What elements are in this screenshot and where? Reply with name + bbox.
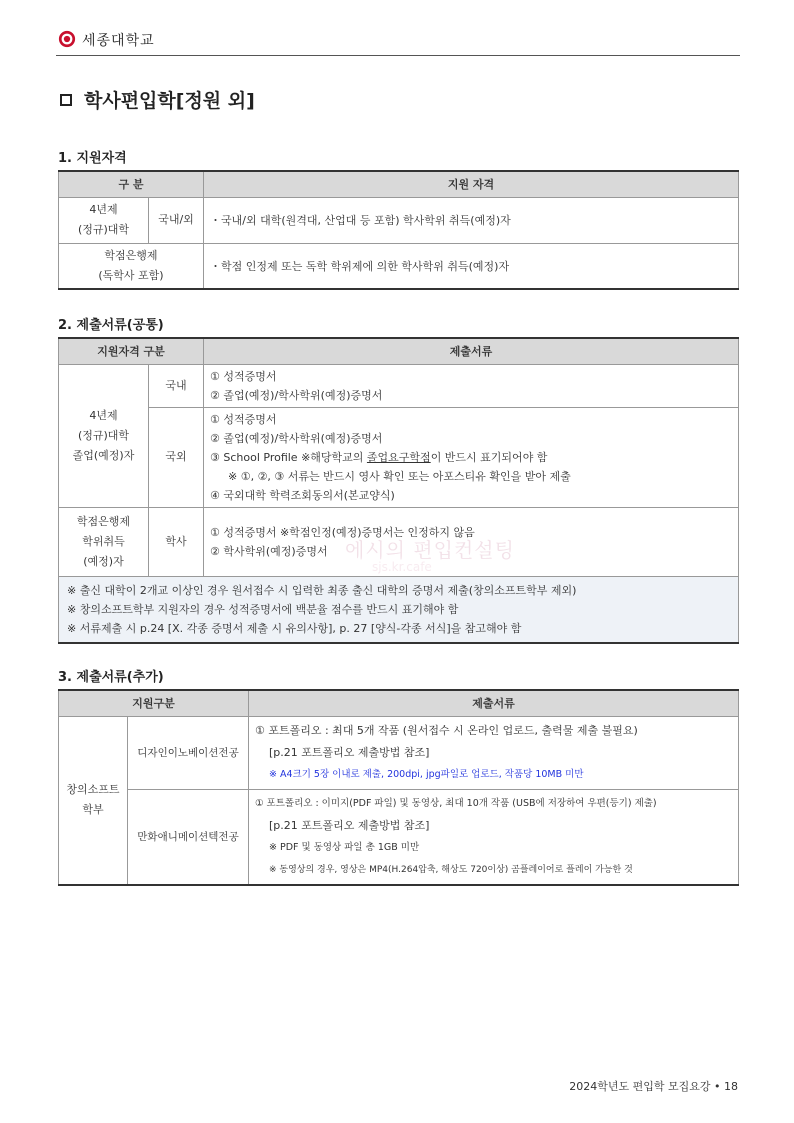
- watermark: 에시의 편입컨설팅: [345, 538, 515, 562]
- bachelor-cell: 학사: [149, 507, 204, 576]
- table-row: [59, 407, 739, 507]
- group1-l1: 4년제: [89, 408, 118, 422]
- list-item: ※ A4크기 5장 이내로 제출, 200dpi, jpg파일로 업로드, 작품당 10MB 미만: [269, 768, 584, 780]
- note-item: ※ 출신 대학이 2개교 이상인 경우 원서접수 시 입력한 최종 출신 대학의 증명서 제출(창의소프트학부 제외): [67, 583, 577, 597]
- table-row: [59, 576, 739, 643]
- bachelor-docs: [204, 507, 739, 576]
- list-item: ① 포트폴리오 : 최대 5개 작품 (원서접수 시 온라인 업로드, 출력물 제출 불필요): [255, 723, 638, 737]
- group1-l3: 졸업(예정)자: [72, 448, 135, 462]
- table-row: [59, 789, 739, 885]
- row2-group-l1: 학점은행제: [104, 248, 158, 262]
- row1-text: ・국내/외 대학(원격대, 산업대 등 포함) 학사학위 취득(예정)자: [204, 197, 739, 243]
- notes-cell: [59, 576, 739, 643]
- page-title: [60, 86, 255, 113]
- page-header: [56, 28, 740, 56]
- col-docs: 제출서류: [249, 690, 739, 716]
- col-docs: 제출서류: [204, 338, 739, 364]
- group2-l2: 학위취득: [82, 534, 125, 548]
- col-category: 구 분: [59, 171, 204, 197]
- list-item: [210, 448, 738, 467]
- row1-sub: 국내/외: [149, 197, 204, 243]
- domestic-cell: 국내: [149, 364, 204, 407]
- section3-title: 3. 제출서류(추가): [58, 670, 164, 685]
- row2-group: [59, 243, 204, 289]
- group1-cell: [59, 364, 149, 507]
- d3-underlined: 졸업요구학점: [366, 450, 431, 464]
- group-cell: [59, 716, 128, 885]
- list-item: ④ 국외대학 학력조회동의서(본교양식): [210, 488, 395, 502]
- foreign-cell: 국외: [149, 407, 204, 507]
- major2-docs: [249, 789, 739, 885]
- group-l2: 학부: [82, 803, 104, 816]
- major1-cell: 디자인이노베이션전공: [128, 716, 249, 789]
- domestic-docs: [204, 364, 739, 407]
- table-row: [59, 364, 739, 407]
- list-item: ※ PDF 및 동영상 파일 총 1GB 미만: [269, 841, 420, 853]
- list-item: ② 졸업(예정)/학사학위(예정)증명서: [210, 431, 383, 445]
- row1-group-l2: (정규)대학: [77, 223, 130, 236]
- list-item: ※ 동영상의 경우, 영상은 MP4(H.264압축, 해상도 720이상) 곰플레이어로 플레이 가능한 것: [269, 864, 633, 875]
- group-l1: 창의소프트: [66, 783, 120, 796]
- group2-cell: [59, 507, 149, 576]
- major1-docs: [249, 716, 739, 789]
- page-footer: 2024학년도 편입학 모집요강 • 18: [569, 1080, 738, 1093]
- note-item: ※ 서류제출 시 p.24 [X. 각종 증명서 제출 시 유의사항], p. 27 [양식-각종 서식]을 참고해야 함: [67, 621, 522, 635]
- col-qualification: 지원 자격: [204, 171, 739, 197]
- foreign-docs: [204, 407, 739, 507]
- row2-group-l2: (독학사 포함): [98, 268, 164, 282]
- group2-l1: 학점은행제: [76, 514, 131, 528]
- group1-l2: (정규)대학: [77, 428, 130, 442]
- list-item: ① 성적증명서: [210, 412, 277, 426]
- d3-pre: ③ School Profile ※해당학교의: [210, 450, 367, 464]
- table-row: [59, 197, 739, 243]
- row2-text: ・학점 인정제 또는 독학 학위제에 의한 학사학위 취득(예정)자: [204, 243, 739, 289]
- list-item: ① 포트폴리오 : 이미지(PDF 파일) 및 동영상, 최대 10개 작품 (USB에 저장하여 우편(등기) 제출): [255, 797, 657, 809]
- university-seal-icon: [58, 30, 76, 48]
- list-item: ② 학사학위(예정)증명서: [210, 544, 328, 558]
- list-item: ※ ①, ②, ③ 서류는 반드시 영사 확인 또는 아포스티유 확인을 받아 제출: [228, 469, 571, 483]
- table-row: [59, 716, 739, 789]
- col-category: 지원구분: [59, 690, 249, 716]
- common-docs-table: [58, 337, 739, 644]
- list-item: [p.21 포트폴리오 제출방법 참조]: [269, 745, 430, 759]
- page-title-text: 학사편입학[정원 외]: [84, 90, 255, 112]
- table-header-row: [59, 690, 739, 716]
- col-category: 지원자격 구분: [59, 338, 204, 364]
- logo-text: 세종대학교: [82, 33, 155, 49]
- table-row: [59, 243, 739, 289]
- major2-cell: 만화애니메이션텍전공: [128, 789, 249, 885]
- table-header-row: [59, 338, 739, 364]
- additional-docs-table: [58, 689, 739, 886]
- d3-post: 이 반드시 표기되어야 함: [430, 450, 548, 464]
- row1-group: [59, 197, 149, 243]
- watermark-sub: sjs.kr.cafe: [372, 560, 432, 574]
- square-bullet-icon: [60, 94, 72, 106]
- list-item: [p.21 포트폴리오 제출방법 참조]: [269, 818, 430, 832]
- note-item: ※ 창의소프트학부 지원자의 경우 성적증명서에 백분율 점수를 반드시 표기해야 함: [67, 602, 459, 616]
- table-header-row: [59, 171, 739, 197]
- list-item: ① 성적증명서: [210, 369, 277, 383]
- list-item: ② 졸업(예정)/학사학위(예정)증명서: [210, 388, 383, 402]
- table-row: [59, 507, 739, 576]
- qualification-table: [58, 170, 739, 290]
- group2-l3: (예정)자: [83, 554, 124, 568]
- list-item: ① 성적증명서 ※학점인정(예정)증명서는 인정하지 않음: [210, 525, 475, 539]
- section2-title: 2. 제출서류(공통): [58, 318, 164, 333]
- section1-title: 1. 지원자격: [58, 151, 127, 166]
- row1-group-l1: 4년제: [89, 203, 118, 216]
